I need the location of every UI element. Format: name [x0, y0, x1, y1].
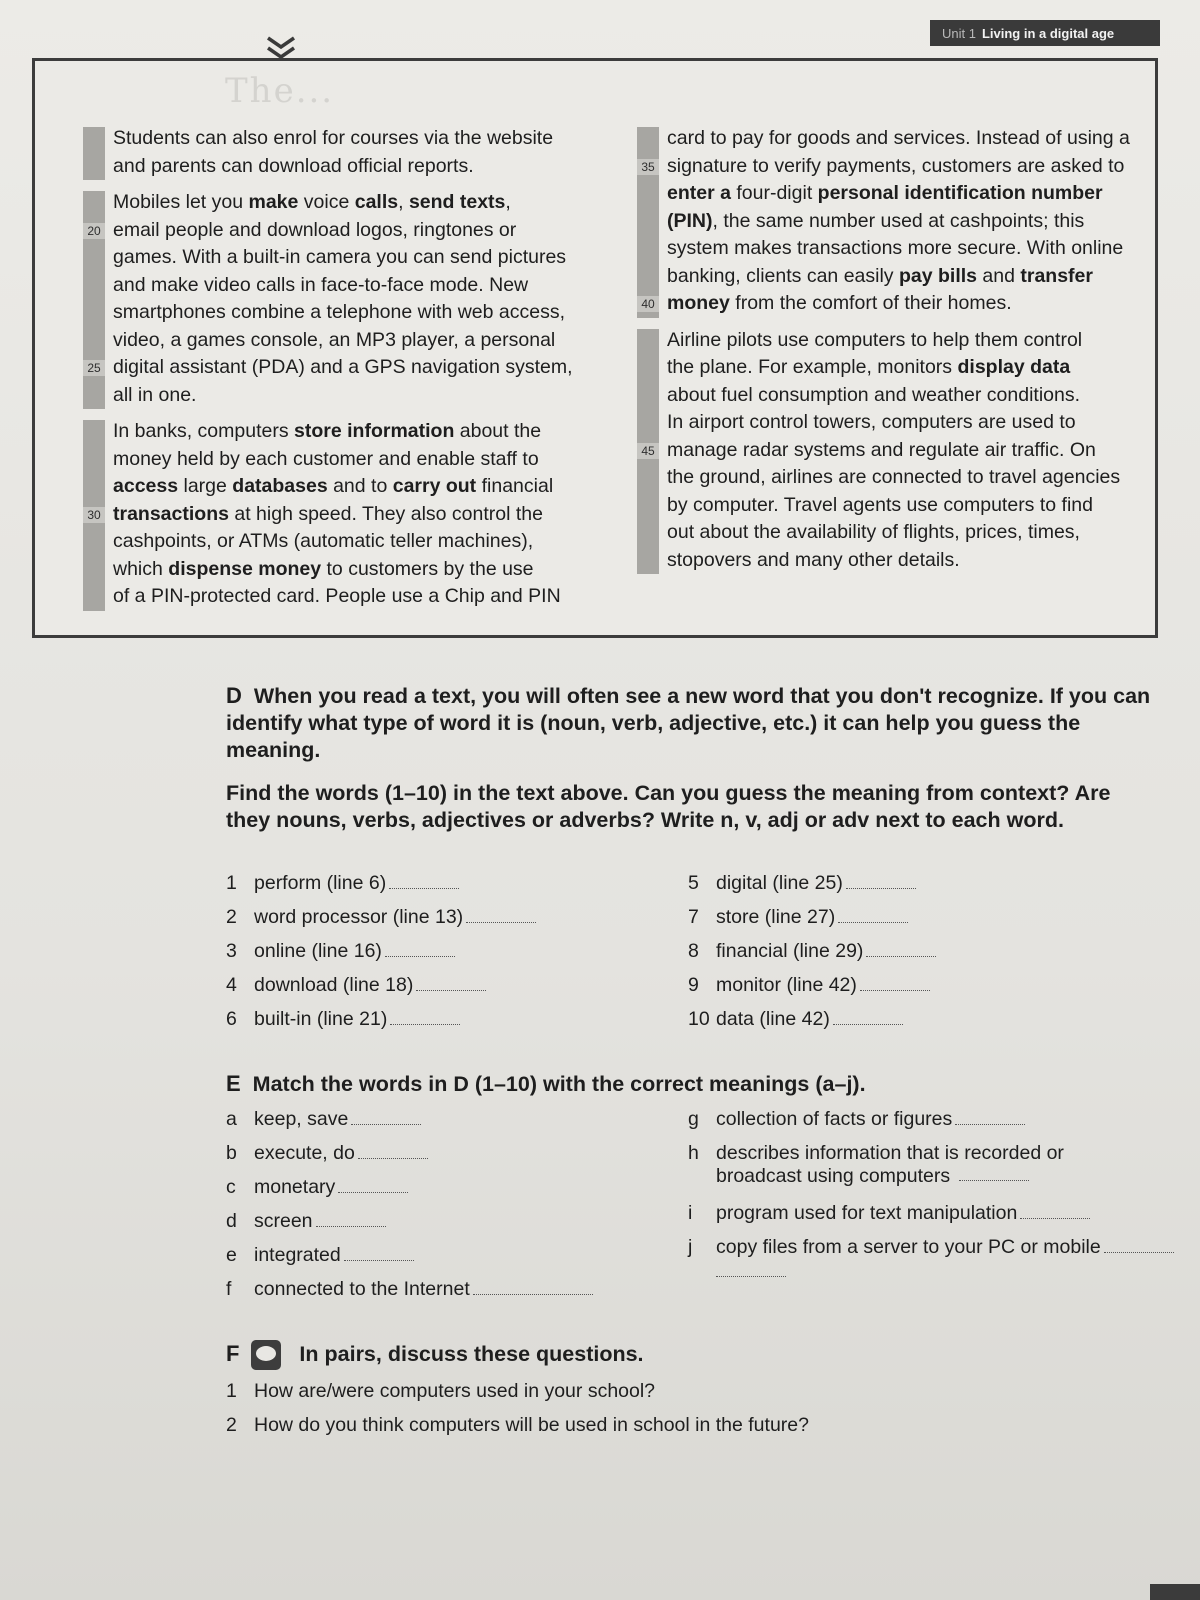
item-text: program used for text manipulation: [716, 1202, 1018, 1224]
line-number: 35: [637, 159, 659, 175]
text-run: out about the availability of flights, prices, times,: [667, 521, 1080, 543]
text-line: [667, 180, 1157, 208]
exercise-item: [226, 1142, 428, 1165]
text-run: Airline pilots use computers to help them control: [667, 328, 1083, 351]
item-text: describes information that is recorded or: [716, 1142, 1064, 1164]
item-text: word processor (line 13): [254, 906, 464, 928]
answer-blank[interactable]: [351, 1124, 421, 1125]
item-text: collection of facts or figures: [716, 1108, 953, 1130]
text-line: [667, 327, 1157, 355]
text-line: [113, 272, 593, 300]
text-run: cashpoints, or ATMs (automatic teller machines),: [113, 530, 534, 552]
item-text: integrated: [254, 1244, 341, 1266]
reading-paragraph: [637, 125, 1157, 318]
item-number: h: [688, 1142, 699, 1164]
answer-blank[interactable]: [860, 990, 930, 991]
unit-title: Living in a digital age: [981, 25, 1115, 41]
text-run: of a PIN-protected card. People use a Chip and PIN: [113, 585, 561, 607]
exercise-item: [226, 1008, 460, 1031]
text-line: [667, 125, 1157, 153]
text-line: [113, 382, 593, 410]
answer-blank[interactable]: [838, 922, 908, 923]
text-run: about fuel consumption and weather conditions.: [667, 383, 1081, 406]
text-line: [87, 217, 593, 245]
item-number: 7: [688, 906, 699, 928]
exercise-item: [226, 906, 536, 929]
answer-blank[interactable]: [955, 1124, 1025, 1125]
exercise-item: [226, 1108, 421, 1131]
paragraph-margin-bar: [637, 127, 659, 318]
text-run: In airport control towers, computers are used to: [667, 411, 1076, 433]
exercise-f-questions: [226, 1380, 1156, 1460]
exercise-item: [688, 1202, 1090, 1225]
item-text: digital (line 25): [716, 872, 843, 894]
item-number: i: [688, 1202, 693, 1224]
text-line: [87, 501, 593, 529]
text-line: [641, 153, 1157, 181]
text-run: at high speed. They also control the: [228, 502, 543, 525]
text-run: Students can also enrol for courses via the website: [113, 127, 554, 149]
reading-column-right: [637, 125, 1157, 583]
item-text: connected to the Internet: [254, 1278, 470, 1300]
answer-blank[interactable]: [316, 1226, 386, 1227]
key-term: personal identification number: [817, 182, 1103, 204]
unit-header-tag: [930, 20, 1160, 46]
item-number: b: [226, 1142, 237, 1164]
answer-blank[interactable]: [389, 888, 459, 889]
key-term: send texts: [408, 191, 506, 213]
text-run: and make video calls in face-to-face mode. New: [113, 273, 529, 296]
line-number: 30: [83, 507, 105, 523]
text-run: ,: [398, 191, 409, 213]
exercise-item: [226, 872, 459, 895]
answer-blank[interactable]: [1020, 1218, 1090, 1219]
text-line: [667, 208, 1157, 236]
key-term: carry out: [392, 475, 477, 497]
exercise-item: [226, 974, 486, 997]
text-run: from the comfort of their homes.: [729, 292, 1012, 314]
item-text: perform (line 6): [254, 872, 387, 894]
text-run: and: [977, 264, 1021, 287]
item-text: data (line 42): [716, 1008, 830, 1030]
text-line: [113, 327, 593, 355]
exercise-item: [226, 1210, 386, 1233]
text-run: which: [113, 557, 169, 580]
text-line: [667, 492, 1157, 520]
item-number: 6: [226, 1008, 237, 1030]
reading-paragraph: [83, 189, 593, 409]
text-run: smartphones combine a telephone with web access,: [113, 301, 566, 323]
text-run: , the same number used at cashpoints; this: [712, 209, 1085, 232]
item-number: c: [226, 1176, 236, 1198]
text-line: [113, 556, 593, 584]
item-text: download (line 18): [254, 974, 414, 996]
answer-blank[interactable]: [466, 922, 536, 923]
text-line: [113, 418, 593, 446]
exercise-item: [226, 1244, 414, 1267]
exercise-item: [688, 906, 908, 929]
text-run: ,: [505, 191, 511, 213]
item-number: 1: [226, 872, 237, 894]
text-run: about the: [454, 420, 542, 442]
answer-blank[interactable]: [473, 1294, 593, 1295]
exercise-e-matching-list: [226, 1108, 1156, 1308]
exercise-d-word-list: [226, 872, 1156, 1042]
exercise-item: [226, 1176, 408, 1199]
exercise-e-letter: E: [226, 1071, 241, 1096]
reading-title-faded: The...: [225, 71, 335, 111]
paragraph-margin-bar: [83, 127, 105, 180]
exercise-d-instruction: [226, 780, 1156, 834]
text-run: large: [178, 475, 233, 497]
key-term: transactions: [113, 502, 229, 525]
exercise-item: [226, 1278, 593, 1301]
item-number: 4: [226, 974, 237, 996]
answer-blank[interactable]: [1104, 1252, 1174, 1253]
text-run: to customers by the use: [321, 557, 534, 580]
exercise-f-instruction-text: In pairs, discuss these questions.: [299, 1342, 644, 1366]
text-run: In banks, computers: [113, 420, 295, 442]
text-line: [113, 244, 593, 272]
exercise-item: [226, 1414, 809, 1437]
text-run: games. With a built-in camera you can send pictures: [113, 246, 567, 268]
answer-blank[interactable]: [385, 956, 455, 957]
reading-column-left: [83, 125, 593, 620]
item-text: copy files from a server to your PC or mobile: [716, 1236, 1101, 1258]
answer-blank[interactable]: [338, 1192, 408, 1193]
line-number: 20: [83, 223, 105, 239]
text-line: [667, 409, 1157, 437]
item-number: a: [226, 1108, 237, 1130]
answer-blank[interactable]: [846, 888, 916, 889]
answer-blank-line[interactable]: [716, 1276, 786, 1277]
answer-blank[interactable]: [866, 956, 936, 957]
reading-paragraph: [83, 418, 593, 611]
key-term: store information: [294, 420, 455, 442]
item-text: screen: [254, 1210, 313, 1232]
line-number: 45: [637, 443, 659, 459]
text-line: [113, 528, 593, 556]
exercise-item: [688, 1108, 1025, 1131]
answer-blank[interactable]: [959, 1180, 1029, 1181]
key-term: enter a: [667, 182, 731, 204]
text-line: [641, 437, 1157, 465]
text-line: [667, 354, 1157, 382]
text-line: [113, 446, 593, 474]
text-run: money held by each customer and enable staff to: [113, 447, 539, 470]
exercise-item: [226, 940, 455, 963]
text-run: the plane. For example, monitors: [667, 356, 958, 378]
item-text: monetary: [254, 1176, 336, 1198]
text-line: [667, 464, 1157, 492]
speech-bubble-icon: [251, 1340, 281, 1370]
item-text: How do you think computers will be used in school in the future?: [254, 1414, 809, 1436]
line-number: 40: [637, 296, 659, 312]
key-term: access: [113, 475, 179, 497]
item-number: g: [688, 1108, 699, 1130]
page-corner-mark: [1150, 1584, 1200, 1600]
text-line: [113, 473, 593, 501]
exercise-e-instruction: [226, 1070, 1156, 1098]
text-run: and parents can download official reports.: [113, 154, 474, 177]
text-line: [667, 519, 1157, 547]
key-term: calls: [354, 191, 399, 213]
item-text: built-in (line 21): [254, 1008, 388, 1030]
exercise-item: [226, 1380, 655, 1403]
text-line: [113, 189, 593, 217]
text-line: [113, 583, 593, 611]
text-run: stopovers and many other details.: [667, 548, 960, 571]
exercise-item: [688, 1236, 1174, 1259]
reading-paragraph: [83, 125, 593, 180]
exercise-d-intro: [226, 682, 1156, 764]
item-number: 5: [688, 872, 699, 894]
item-number: 3: [226, 940, 237, 962]
item-text: online (line 16): [254, 940, 382, 962]
text-run: video, a games console, an MP3 player, a personal: [113, 328, 556, 351]
item-number: 2: [226, 906, 237, 928]
line-number: 25: [83, 360, 105, 376]
key-term: pay bills: [898, 264, 977, 287]
item-text: How are/were computers used in your school?: [254, 1380, 656, 1402]
item-number: 10: [688, 1008, 710, 1030]
key-term: money: [667, 292, 730, 314]
exercise-d-letter: D: [226, 683, 242, 708]
exercise-item: [688, 1008, 903, 1031]
text-line: [641, 290, 1157, 318]
exercise-item: [688, 974, 930, 997]
text-run: email people and download logos, ringtones or: [113, 218, 517, 241]
text-line: [667, 382, 1157, 410]
text-line: [113, 299, 593, 327]
exercise-e-instruction-text: Match the words in D (1–10) with the correct meanings (a–j).: [252, 1072, 866, 1096]
exercise-d-instruction-text: Find the words (1–10) in the text above. Can you guess the meaning from context? Are they nouns, verbs, adjectives or adverbs? Write n, v, adj or adv next to each word.: [226, 781, 1111, 832]
answer-blank[interactable]: [390, 1024, 460, 1025]
exercise-f-instruction: [226, 1340, 1156, 1370]
text-run: banking, clients can easily: [667, 264, 899, 287]
text-line: [667, 235, 1157, 263]
text-run: Mobiles let you: [113, 191, 249, 213]
exercise-d-intro-text: When you read a text, you will often see a new word that you don't recognize. If you can identify what type of word it is (noun, verb, adjective, etc.) it can help you guess the meaning.: [226, 684, 1151, 762]
exercise-item: [688, 1142, 1064, 1188]
answer-blank[interactable]: [833, 1024, 903, 1025]
item-number: 1: [226, 1380, 237, 1402]
item-number: f: [226, 1278, 232, 1300]
key-term: make: [248, 191, 299, 213]
text-run: manage radar systems and regulate air traffic. On: [667, 438, 1096, 461]
answer-blank[interactable]: [344, 1260, 414, 1261]
text-run: all in one.: [113, 383, 197, 406]
text-run: system makes transactions more secure. With online: [667, 237, 1124, 259]
item-text: keep, save: [254, 1108, 349, 1130]
answer-blank[interactable]: [358, 1158, 428, 1159]
item-number: 8: [688, 940, 699, 962]
exercise-item: [688, 940, 936, 963]
key-term: (PIN): [667, 209, 713, 232]
item-text: financial (line 29): [716, 940, 864, 962]
item-number: 9: [688, 974, 699, 996]
item-number: j: [688, 1236, 693, 1258]
key-term: transfer: [1020, 264, 1093, 287]
reading-text-box: [32, 58, 1158, 638]
key-term: dispense money: [168, 557, 322, 580]
text-run: signature to verify payments, customers are asked to: [667, 154, 1125, 177]
text-line: [667, 263, 1157, 291]
unit-number: Unit 1: [942, 25, 976, 41]
item-text: execute, do: [254, 1142, 355, 1164]
text-line: [87, 354, 593, 382]
text-run: financial: [476, 475, 554, 497]
text-run: card to pay for goods and services. Instead of using a: [667, 127, 1130, 149]
key-term: display data: [957, 356, 1071, 378]
exercise-f-letter: F: [226, 1341, 240, 1366]
exercise-item: [688, 872, 916, 895]
text-run: digital assistant (PDA) and a GPS navigation system,: [113, 356, 573, 378]
answer-blank[interactable]: [416, 990, 486, 991]
item-number: 2: [226, 1414, 237, 1436]
text-run: the ground, airlines are connected to travel agencies: [667, 466, 1121, 488]
text-run: by computer. Travel agents use computers to find: [667, 493, 1093, 516]
key-term: databases: [232, 475, 328, 497]
text-run: and to: [327, 475, 393, 497]
text-line: [113, 153, 593, 181]
item-text-continued: broadcast using computers: [716, 1165, 951, 1187]
text-line: [113, 125, 593, 153]
text-line: [667, 547, 1157, 575]
text-run: voice: [298, 191, 355, 213]
reading-paragraph: [637, 327, 1157, 575]
text-run: four-digit: [730, 182, 818, 204]
item-number: e: [226, 1244, 237, 1266]
item-text: monitor (line 42): [716, 974, 857, 996]
item-number: d: [226, 1210, 237, 1232]
item-text: store (line 27): [716, 906, 836, 928]
